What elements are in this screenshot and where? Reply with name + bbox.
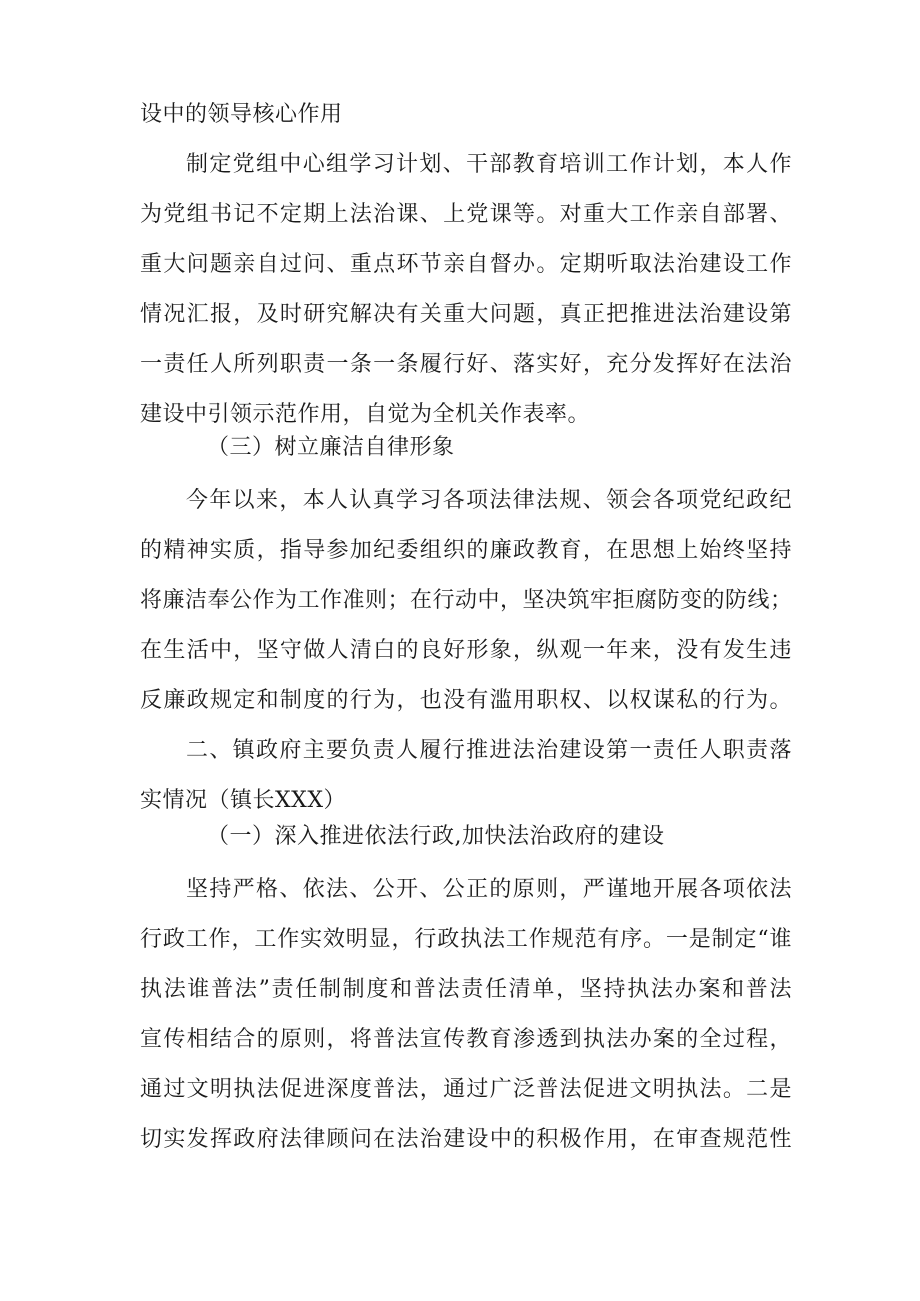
text-line: 重大问题亲自过问、重点环节亲自督办。定期听取法治建设工作 xyxy=(140,252,792,277)
text-line: 为党组书记不定期上法治课、上党课等。对重大工作亲自部署、 xyxy=(140,202,792,227)
text-line: 切实发挥政府法律顾问在法治建设中的积极作用，在审查规范性 xyxy=(140,1127,792,1152)
text-line: 的精神实质，指导参加纪委组织的廉政教育，在思想上始终坚持 xyxy=(140,538,792,563)
paragraph-start-line: 制定党组中心组学习计划、干部教育培训工作计划，本人作 xyxy=(186,152,792,177)
text-line: 将廉洁奉公作为工作准则；在行动中，坚决筑牢拒腐防变的防线； xyxy=(140,588,793,613)
text-line: 情况汇报，及时研究解决有关重大问题，真正把推进法治建设第 xyxy=(140,302,792,327)
text-line: 通过文明执法促进深度普法，通过广泛普法促进文明执法。二是 xyxy=(140,1077,792,1102)
text-line: 宣传相结合的原则，将普法宣传教育渗透到执法办案的全过程， xyxy=(140,1027,792,1052)
section-title-line: 实情况（镇长XXX） xyxy=(140,788,346,813)
text-line: 设中的领导核心作用 xyxy=(140,102,343,127)
section-heading: （三）树立廉洁自律形象 xyxy=(207,435,455,460)
paragraph-start-line: 今年以来，本人认真学习各项法律法规、领会各项党纪政纪 xyxy=(186,488,792,513)
text-line: 执法谁普法”责任制制度和普法责任清单，坚持执法办案和普法 xyxy=(140,977,792,1002)
text-line: 反廉政规定和制度的行为，也没有滥用职权、以权谋私的行为。 xyxy=(140,688,792,713)
text-line: 建设中引领示范作用，自觉为全机关作表率。 xyxy=(140,402,591,427)
section-title-line: 二、镇政府主要负责人履行推进法治建设第一责任人职责落 xyxy=(186,738,792,763)
text-line: 一责任人所列职责一条一条履行好、落实好，充分发挥好在法治 xyxy=(140,352,792,377)
paragraph-start-line: 坚持严格、依法、公开、公正的原则，严谨地开展各项依法 xyxy=(186,877,792,902)
section-heading: （一）深入推进依法行政,加快法治政府的建设 xyxy=(207,824,665,849)
text-line: 在生活中，坚守做人清白的良好形象，纵观一年来，没有发生违 xyxy=(140,638,792,663)
text-line: 行政工作，工作实效明显，行政执法工作规范有序。一是制定“谁 xyxy=(140,927,792,952)
